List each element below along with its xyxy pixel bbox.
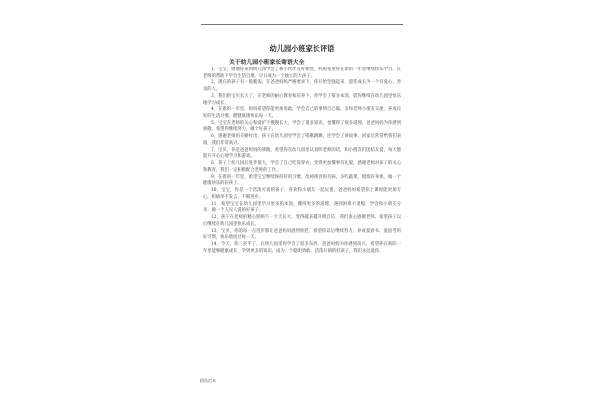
header-rule [201,24,403,25]
paragraph-1: 1、宝宝，感谢你来到幼儿园学会了和小伙伴友好相处，妈妈希望你在新的一年里继续快乐学习，在老师的帮助下学会生活自理，早日成为一个独立的大孩子。 [203,67,401,79]
paragraph-11: 11、希望宝宝在幼儿园里学习更多的本领，懂得更多的道理，遇到困难不退缩，学会和小朋友分享，做一个人见人爱的好孩子。 [203,201,401,214]
paragraph-5: 5、宝宝在老师的关心和爱护下慢慢长大，学会了很多知识，也懂得了很多道理，爸爸妈妈为你感到骄傲，希望你继续努力，做个好孩子。 [203,120,401,133]
document-footer: 精选范本 [200,378,216,383]
paragraph-3: 3、我们的宝贝长大了，在老师的耐心教育和培养下，你学会了很多本领，愿你继续在幼儿园里快乐地学习成长。 [203,93,401,106]
paragraph-12: 12、孩子在老师的精心照顾下一天天长大，变得越来越开朗自信，我们衷心感谢老师，希望孩子以后继续在幼儿园里快乐成长。 [203,215,401,227]
paragraph-10: 10、宝宝，你是一个活泼可爱的孩子，喜欢和小朋友一起玩耍，爸爸妈妈希望你上课时能更加专心，积极举手发言，不断进步。 [203,188,401,200]
document-subtitle: 关于幼儿园小班家长寄语大全 [229,60,305,66]
paragraph-14: 14、今天，你三岁半了，在幼儿园里你学会了很多东西，爸爸妈妈为你感到高兴，希望你在新的一年里能够健康成长，学到更多的知识，成为一个聪明勇敢、活泼开朗的好孩子，我们永远爱你。 [203,242,401,254]
document-page [173,8,431,392]
paragraph-6: 6、感谢老师的辛勤付出，孩子在幼儿园里学会了唱歌跳舞，还学会了讲故事，回家后常常给我们表演，我们非常高兴。 [203,134,401,146]
paragraph-7: 7、宝贝，你是爸爸妈妈的骄傲，希望你在幼儿园里认真听老师的话，和小朋友们团结友爱，每天都能开开心心地学习和游戏。 [203,147,401,160]
paragraph-2: 2、现在的孩子有一般脆弱，在爸爸妈妈严格要求下，你开始坚强起来，愿你成长为一个有爱心、善良的人。 [203,80,401,93]
paragraph-8: 8、孩子上幼儿园后进步很大，学会了自己吃饭穿衣，变得更加懂事有礼貌，感谢老师对孩子的关心和教育，我们一定积极配合老师的工作。 [203,161,401,173]
paragraph-9: 9、在新的一年里，希望宝宝继续保持好的习惯，改掉挑食的毛病，多吃蔬菜，锻炼好身体，做一个健康快乐的好孩子。 [203,174,401,187]
document-title: 幼儿园小班家长评语 [269,44,335,53]
paragraph-13: 13、宝贝，你的每一点进步都让爸爸妈妈感到欣慰，希望你以后继续努力，养成爱看书、爱思考的好习惯，快乐地度过每一天。 [203,228,401,241]
paragraph-4: 4、在新的一年里，妈妈希望你能更加勇敢，学会自己的事情自己做，多和老师小朋友交流，养成良好的生活习惯，健健康康快乐每一天。 [203,107,401,119]
document-body [203,67,401,374]
